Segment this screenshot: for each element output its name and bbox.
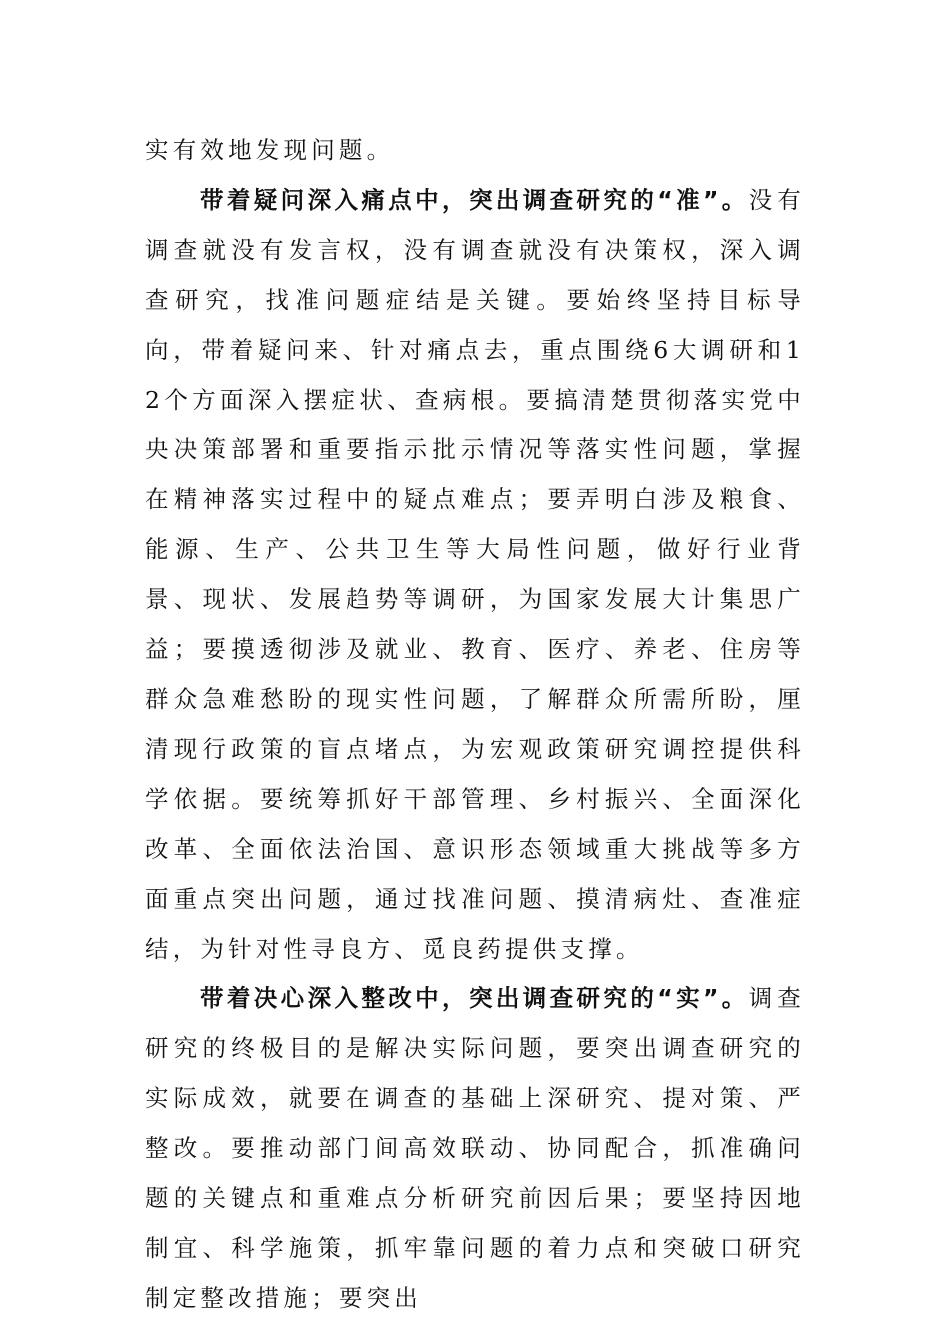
- paragraph-body: 实有效地发现问题。: [145, 136, 395, 164]
- paragraph-heading: 带着疑问深入痛点中，突出调查研究的“准”。: [200, 185, 749, 214]
- paragraph-continuation: [145, 126, 805, 176]
- paragraph-body: 调查研究的终极目的是解决实际问题，要突出调查研究的实际成效，就要在调查的基础上深研究、提对策、严整改。要推动部门间高效联动、协同配合，抓准确问题的关键点和重难点分析研究前因后果；要坚持因地制宜、科学施策，抓牢靠问题的着力点和突破口研究制定整改措施；要突出: [145, 984, 805, 1312]
- paragraph-heading: 带着决心深入整改中，突出调查研究的“实”。: [200, 984, 749, 1013]
- document-page: [145, 126, 805, 1324]
- paragraph-accuracy: [145, 176, 805, 975]
- paragraph-practicality: [145, 974, 805, 1323]
- paragraph-body: 没有调查就没有发言权，没有调查就没有决策权，深入调查研究，找准问题症结是关键。要始终坚持目标导向，带着疑问来、针对痛点去，重点围绕6大调研和12个方面深入摆症状、查病根。要搞清楚贯彻落实党中央决策部署和重要指示批示情况等落实性问题，掌握在精神落实过程中的疑点难点；要弄明白涉及粮食、能源、生产、公共卫生等大局性问题，做好行业背景、现状、发展趋势等调研，为国家发展大计集思广益；要摸透彻涉及就业、教育、医疗、养老、住房等群众急难愁盼的现实性问题，了解群众所需所盼，厘清现行政策的盲点堵点，为宏观政策研究调控提供科学依据。要统筹抓好干部管理、乡村振兴、全面深化改革、全面依法治国、意识形态领域重大挑战等多方面重点突出问题，通过找准问题、摸清病灶、查准症结，为针对性寻良方、觅良药提供支撑。: [145, 185, 805, 963]
